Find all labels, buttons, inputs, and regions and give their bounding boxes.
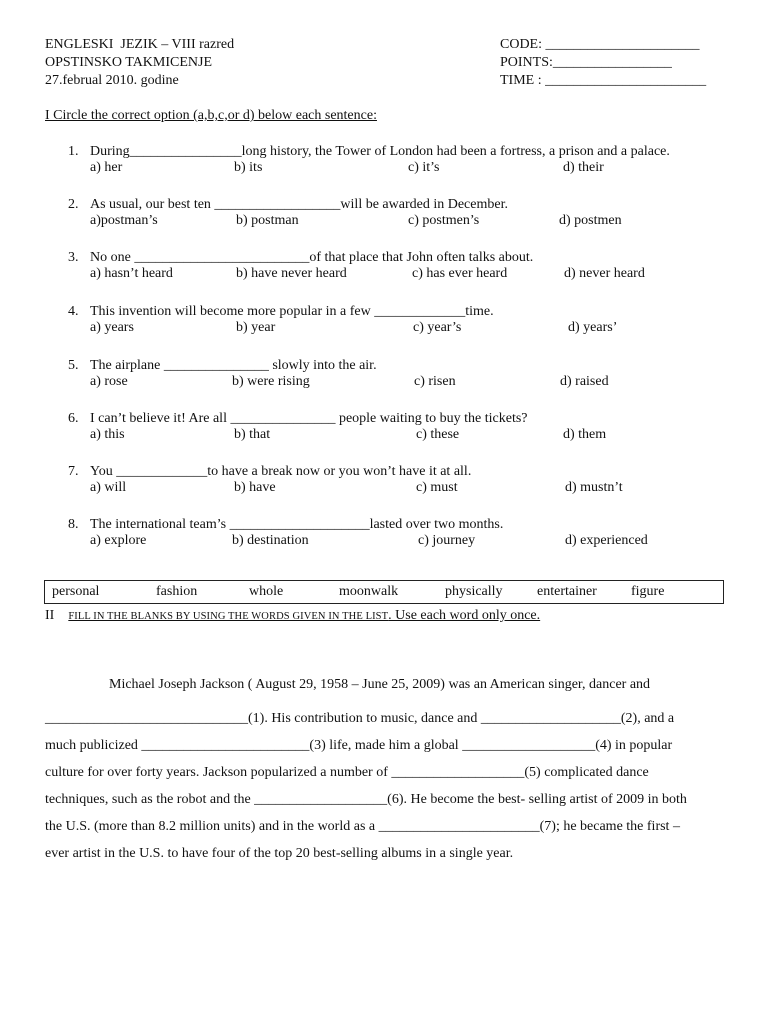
competition-line: OPSTINSKO TAKMICENJE — [45, 55, 213, 70]
option-d: d) them — [563, 427, 607, 442]
question-1 — [68, 144, 748, 178]
section-2-instruction-tail: . Use each word only once. — [388, 608, 541, 623]
word-whole: whole — [249, 584, 284, 599]
word-physically: physically — [445, 584, 503, 599]
question-stem: The airplane _______________ slowly into the air. — [90, 358, 377, 373]
question-stem: No one _________________________of that place that John often talks about. — [90, 250, 534, 265]
paragraph-line: culture for over forty years. Jackson popularized a number of ___________________(5) complicated dance — [45, 765, 649, 780]
question-stem: During________________long history, the Tower of London had been a fortress, a prison and a palace. — [90, 144, 670, 159]
question-6 — [68, 411, 748, 445]
paragraph-line: much publicized ________________________(3) life, made him a global ___________________(4) in popular — [45, 738, 673, 753]
question-7 — [68, 464, 748, 498]
option-c: c) year’s — [413, 320, 462, 335]
paragraph-line: _____________________________(1). His contribution to music, dance and ____________________(2), and a — [45, 711, 675, 726]
option-b: b) have never heard — [236, 266, 347, 281]
question-number: 6. — [68, 411, 79, 426]
paragraph-line: techniques, such as the robot and the ___________________(6). He become the best- selling artist of 2009 in both — [45, 792, 687, 807]
question-number: 3. — [68, 250, 79, 265]
option-c: c) has ever heard — [412, 266, 508, 281]
option-d: d) never heard — [564, 266, 645, 281]
section-2-heading — [45, 608, 540, 624]
points-field: POINTS:_________________ — [500, 55, 672, 70]
paragraph-line: Michael Joseph Jackson ( August 29, 1958 – June 25, 2009) was an American singer, dancer and — [109, 677, 651, 692]
header-right — [500, 36, 706, 90]
option-b: b) year — [236, 320, 276, 335]
question-stem: This invention will become more popular in a few _____________time. — [90, 304, 494, 319]
option-d: d) years’ — [568, 320, 618, 335]
option-a: a) her — [90, 160, 123, 175]
header-left — [45, 36, 234, 90]
option-b: b) that — [234, 427, 271, 442]
option-c: c) these — [416, 427, 460, 442]
section-2-instruction: FILL IN THE BLANKS BY USING THE WORDS GIVEN IN THE LIST — [68, 611, 389, 622]
option-c: c) it’s — [408, 160, 440, 175]
option-d: d) experienced — [565, 533, 648, 548]
option-b: b) postman — [236, 213, 299, 228]
question-number: 8. — [68, 517, 79, 532]
paragraph-line: ever artist in the U.S. to have four of the top 20 best-selling albums in a single year. — [45, 846, 514, 861]
option-b: b) destination — [232, 533, 309, 548]
word-personal: personal — [52, 584, 100, 599]
question-number: 7. — [68, 464, 79, 479]
option-b: b) were rising — [232, 374, 310, 389]
option-a: a) years — [90, 320, 134, 335]
option-b: b) its — [234, 160, 263, 175]
question-stem: You _____________to have a break now or you won’t have it at all. — [90, 464, 472, 479]
word-figure: figure — [631, 584, 665, 599]
word-entertainer: entertainer — [537, 584, 597, 599]
word-moonwalk: moonwalk — [339, 584, 399, 599]
question-number: 1. — [68, 144, 79, 159]
option-a: a)postman’s — [90, 213, 158, 228]
question-number: 5. — [68, 358, 79, 373]
word-fashion: fashion — [156, 584, 198, 599]
option-b: b) have — [234, 480, 276, 495]
date-line: 27.februal 2010. godine — [45, 73, 179, 88]
question-stem: I can’t believe it! Are all _______________ people waiting to buy the tickets? — [90, 411, 528, 426]
section-2-label: II — [45, 608, 55, 623]
question-5 — [68, 358, 748, 392]
option-a: a) explore — [90, 533, 147, 548]
question-number: 2. — [68, 197, 79, 212]
option-d: d) mustn’t — [565, 480, 623, 495]
code-field: CODE: ______________________ — [500, 37, 700, 52]
question-4 — [68, 304, 748, 338]
option-c: c) must — [416, 480, 458, 495]
section-1-title: I Circle the correct option (a,b,c,or d) below each sentence: — [45, 108, 377, 123]
question-3 — [68, 250, 748, 284]
time-field: TIME : _______________________ — [500, 73, 707, 88]
option-d: d) postmen — [559, 213, 622, 228]
option-a: a) will — [90, 480, 127, 495]
option-c: c) postmen’s — [408, 213, 480, 228]
question-number: 4. — [68, 304, 79, 319]
option-a: a) hasn’t heard — [90, 266, 173, 281]
option-c: c) risen — [414, 374, 456, 389]
paragraph-line: the U.S. (more than 8.2 million units) and in the world as a _______________________(7); he became the first – — [45, 819, 680, 834]
option-a: a) rose — [90, 374, 128, 389]
subject-line: ENGLESKI JEZIK – VIII razred — [45, 37, 235, 52]
question-8 — [68, 517, 748, 551]
question-stem: As usual, our best ten __________________will be awarded in December. — [90, 197, 508, 212]
question-stem: The international team’s ____________________lasted over two months. — [90, 517, 504, 532]
option-d: d) their — [563, 160, 604, 175]
option-c: c) journey — [418, 533, 476, 548]
option-a: a) this — [90, 427, 125, 442]
option-d: d) raised — [560, 374, 609, 389]
question-2 — [68, 197, 748, 231]
word-list-box — [44, 580, 724, 604]
